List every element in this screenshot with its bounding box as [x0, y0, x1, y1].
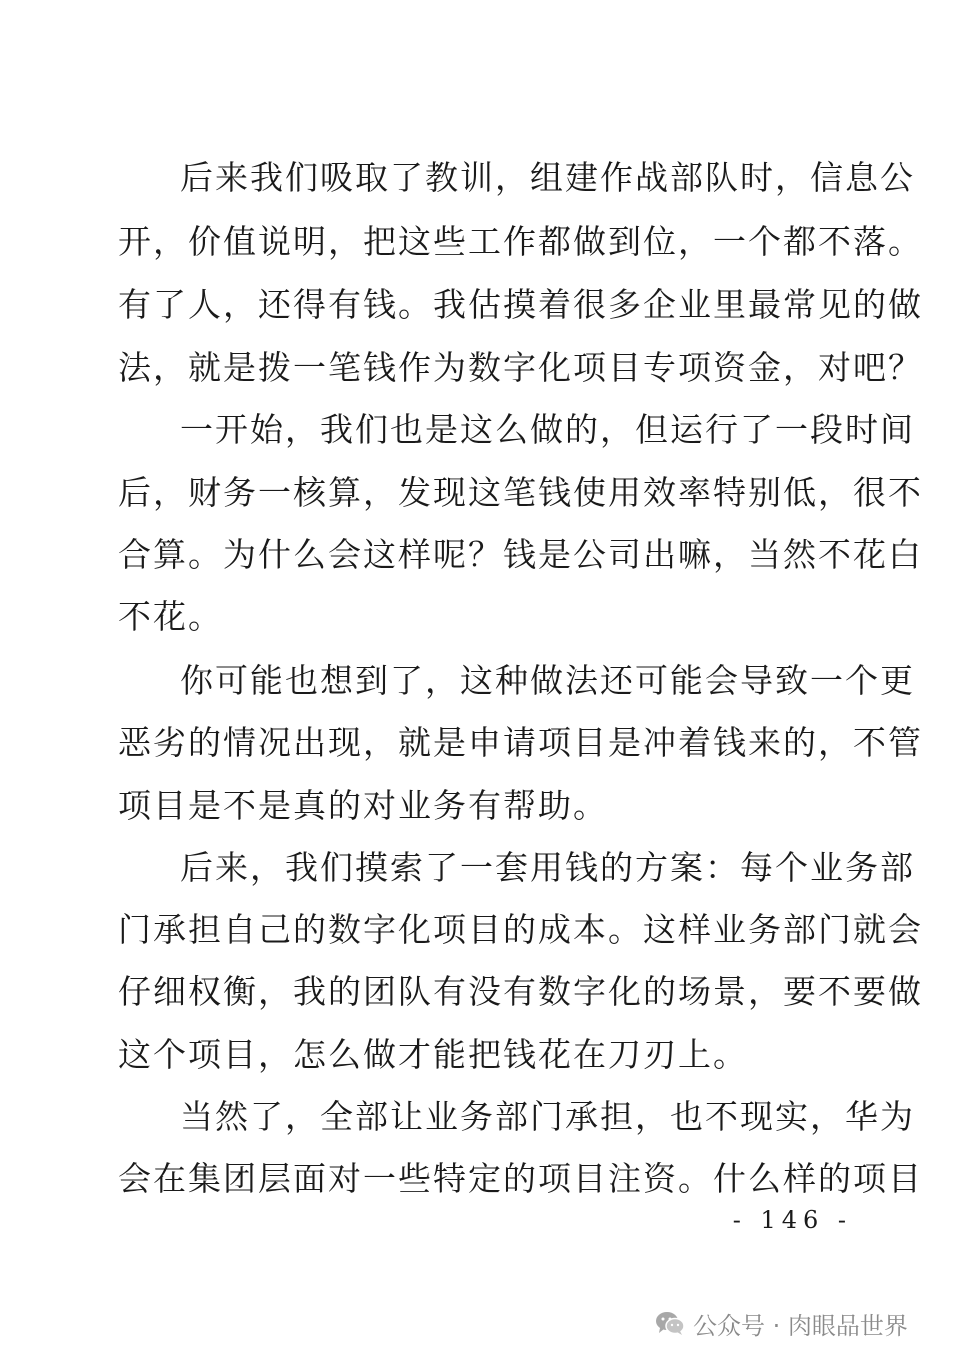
text-line: 合算。为什么会这样呢？钱是公司出嘛，当然不花白: [118, 535, 923, 574]
watermark-text: 公众号 · 肉眼品世界: [693, 1311, 908, 1340]
text-line: 门承担自己的数字化项目的成本。这样业务部门就会: [118, 910, 923, 949]
text-line: 这个项目，怎么做才能把钱花在刀刃上。: [118, 1035, 748, 1074]
text-line: 后来，我们摸索了一套用钱的方案：每个业务部: [180, 848, 915, 887]
text-line: 恶劣的情况出现，就是申请项目是冲着钱来的，不管: [118, 723, 923, 762]
text-line: 开，价值说明，把这些工作都做到位，一个都不落。: [118, 222, 923, 261]
text-line: 不花。: [118, 597, 223, 636]
text-line: 当然了，全部让业务部门承担，也不现实，华为: [180, 1097, 915, 1136]
wechat-icon: [655, 1310, 685, 1336]
text-line: 一开始，我们也是这么做的，但运行了一段时间: [180, 410, 915, 449]
text-line: 后，财务一核算，发现这笔钱使用效率特别低，很不: [118, 473, 923, 512]
text-line: 法，就是拨一笔钱作为数字化项目专项资金，对吧？: [118, 348, 923, 387]
text-line: 会在集团层面对一些特定的项目注资。什么样的项目: [118, 1159, 923, 1198]
text-line: 你可能也想到了，这种做法还可能会导致一个更: [180, 661, 915, 700]
text-line: 仔细权衡，我的团队有没有数字化的场景，要不要做: [118, 972, 923, 1011]
text-line: 项目是不是真的对业务有帮助。: [118, 786, 608, 825]
watermark: [655, 1305, 908, 1341]
text-line: 有了人，还得有钱。我估摸着很多企业里最常见的做: [118, 285, 923, 324]
page-number: - 146 -: [732, 1206, 852, 1234]
text-line: 后来我们吸取了教训，组建作战部队时，信息公: [180, 158, 915, 197]
